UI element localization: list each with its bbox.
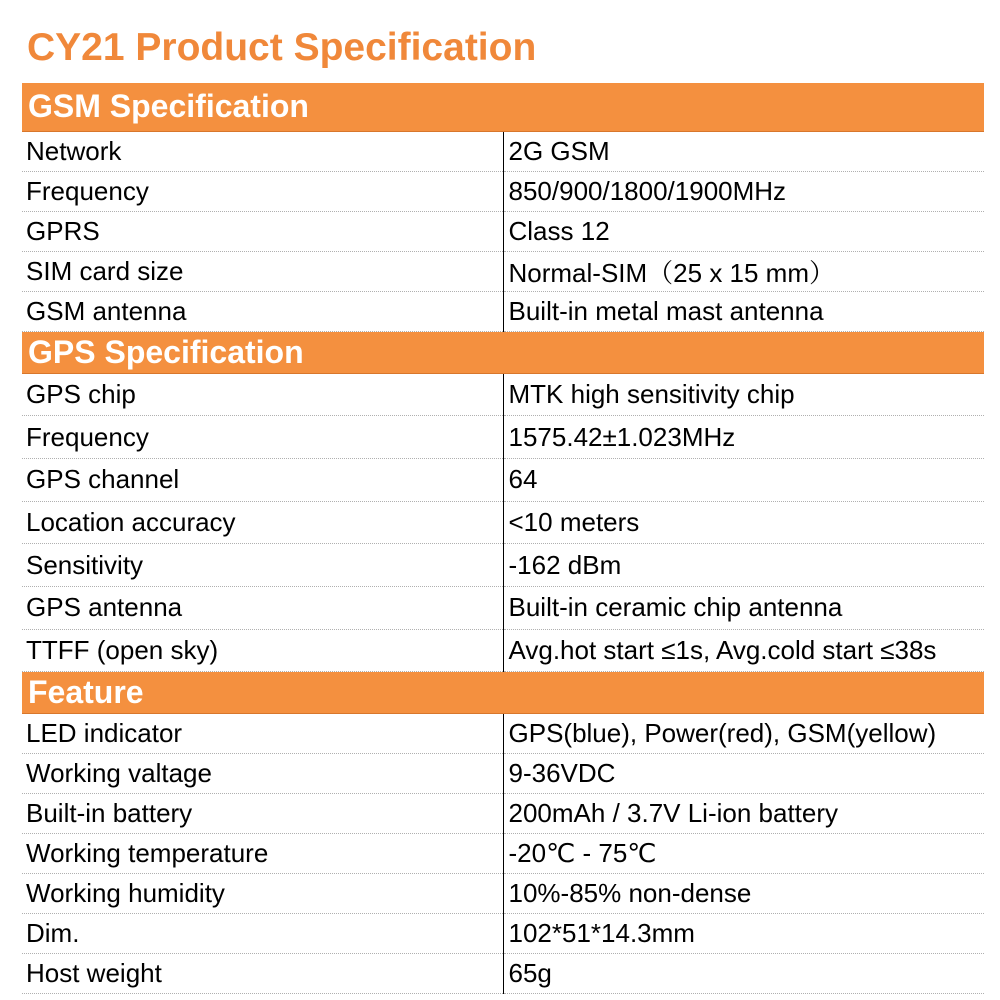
spec-value: -162 dBm [503,544,984,587]
section-heading: Feature [22,672,984,714]
spec-label: Dim. [22,914,503,954]
spec-label: Built-in battery [22,794,503,834]
table-row [22,544,984,587]
spec-value: 200mAh / 3.7V Li-ion battery [503,794,984,834]
spec-label: Working temperature [22,834,503,874]
spec-label: GSM antenna [22,291,503,331]
table-row [22,416,984,459]
table-row [22,131,984,171]
spec-label: TTFF (open sky) [22,629,503,672]
page-title: CY21 Product Specification [27,26,537,69]
spec-label: Frequency [22,416,503,459]
spec-label: Location accuracy [22,501,503,544]
table-row [22,754,984,794]
table-row [22,458,984,501]
section-header-feature [22,672,984,714]
table-row [22,629,984,672]
spec-label: GPS antenna [22,586,503,629]
spec-value: Class 12 [503,211,984,251]
table-row [22,251,984,291]
spec-value: GPS(blue), Power(red), GSM(yellow) [503,714,984,754]
spec-label: Network [22,131,503,171]
table-row [22,794,984,834]
table-row [22,874,984,914]
spec-value: 102*51*14.3mm [503,914,984,954]
spec-label: LED indicator [22,714,503,754]
spec-value: Avg.hot start ≤1s, Avg.cold start ≤38s [503,629,984,672]
spec-value: 2G GSM [503,131,984,171]
spec-label: Sensitivity [22,544,503,587]
table-row [22,954,984,994]
spec-table [22,83,984,994]
spec-value: 10%-85% non-dense [503,874,984,914]
section-header-gsm [22,83,984,131]
spec-value: 1575.42±1.023MHz [503,416,984,459]
spec-value: 9-36VDC [503,754,984,794]
table-row [22,914,984,954]
section-heading: GPS Specification [22,331,984,373]
table-row [22,291,984,331]
spec-label: Working valtage [22,754,503,794]
spec-label: Working humidity [22,874,503,914]
section-heading: GSM Specification [22,83,984,131]
spec-label: GPS chip [22,373,503,416]
spec-value: 850/900/1800/1900MHz [503,171,984,211]
table-row [22,211,984,251]
table-row [22,373,984,416]
section-header-gps [22,331,984,373]
spec-value: <10 meters [503,501,984,544]
spec-label: SIM card size [22,251,503,291]
spec-value: -20℃ - 75℃ [503,834,984,874]
spec-value: Built-in ceramic chip antenna [503,586,984,629]
table-row [22,501,984,544]
spec-value: MTK high sensitivity chip [503,373,984,416]
table-row [22,834,984,874]
spec-value: Normal-SIM（25 x 15 mm） [503,251,984,291]
table-row [22,714,984,754]
table-row [22,586,984,629]
spec-value: Built-in metal mast antenna [503,291,984,331]
spec-value: 65g [503,954,984,994]
spec-label: GPS channel [22,458,503,501]
table-row [22,171,984,211]
spec-label: Frequency [22,171,503,211]
spec-label: GPRS [22,211,503,251]
spec-label: Host weight [22,954,503,994]
spec-value: 64 [503,458,984,501]
